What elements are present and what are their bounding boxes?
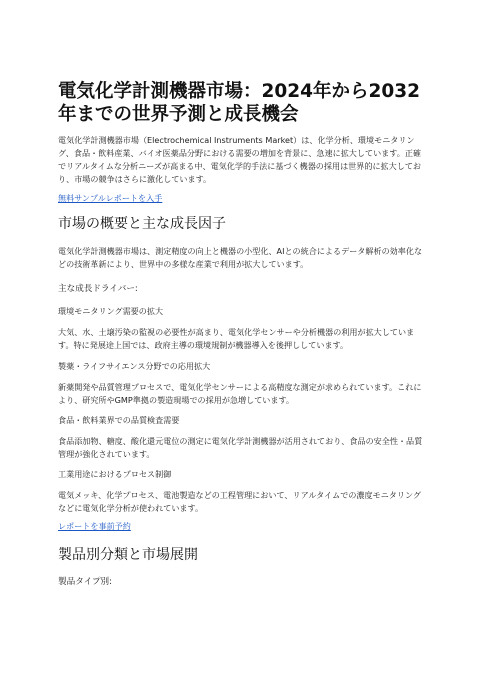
driver-title-pharma: 製薬・ライフサイエンス分野での応用拡大 xyxy=(58,361,211,371)
free-sample-report-link[interactable]: 無料サンプルレポートを入手 xyxy=(58,193,163,203)
driver-title-environment: 環境モニタリング需要の拡大 xyxy=(58,306,164,316)
driver-title-food: 食品・飲料業界での品質検査需要 xyxy=(58,415,180,425)
product-type-label: 製品タイプ別: xyxy=(58,577,113,587)
product-classification-heading: 製品別分類と市場展開 xyxy=(58,547,198,563)
driver-title-industrial: 工業用途におけるプロセス制御 xyxy=(58,469,172,479)
document-title: 電気化学計測機器市場：2024年から2032年までの世界予測と成長機会 xyxy=(58,81,420,125)
pre-order-report-link[interactable]: レポートを事前予約 xyxy=(58,521,131,531)
driver-body-industrial: 電気メッキ、化学プロセス、電池製造などの工程管理において、リアルタイムでの濃度モニタリングなどに電気化学分析が使われています。 xyxy=(58,490,422,513)
driver-body-food: 食品添加物、糖度、酸化還元電位の測定に電気化学計測機器が活用されており、食品の安全性・品質管理が強化されています。 xyxy=(58,436,423,459)
intro-paragraph: 電気化学計測機器市場（Electrochemical Instruments Market）は、化学分析、環境モニタリング、食品・飲料産業、バイオ医薬品分野における需要の増加を背景に、急速に拡大しています。正確でリアルタイムな分析ニーズが高まる中、電気化学的手法に基づく機器の採用は世界的に拡大しており、市場の競争はさらに激化しています。 xyxy=(58,135,422,184)
driver-body-pharma: 新薬開発や品質管理プロセスで、電気化学センサーによる高精度な測定が求められています。これにより、研究所やGMP準拠の製造現場での採用が急増しています。 xyxy=(58,382,422,405)
growth-drivers-heading: 主な成長ドライバー: xyxy=(58,284,138,294)
market-overview-paragraph: 電気化学計測機器市場は、測定精度の向上と機器の小型化、AIとの統合によるデータ解析の効率化などの技術革新により、世界中の多様な産業で利用が拡大しています。 xyxy=(58,246,423,269)
market-overview-heading: 市場の概要と主な成長因子 xyxy=(58,216,226,232)
driver-body-environment: 大気、水、土壌汚染の監視の必要性が高まり、電気化学センサーや分析機器の利用が拡大しています。特に発展途上国では、政府主導の環境規制が機器導入を後押ししています。 xyxy=(58,327,415,350)
